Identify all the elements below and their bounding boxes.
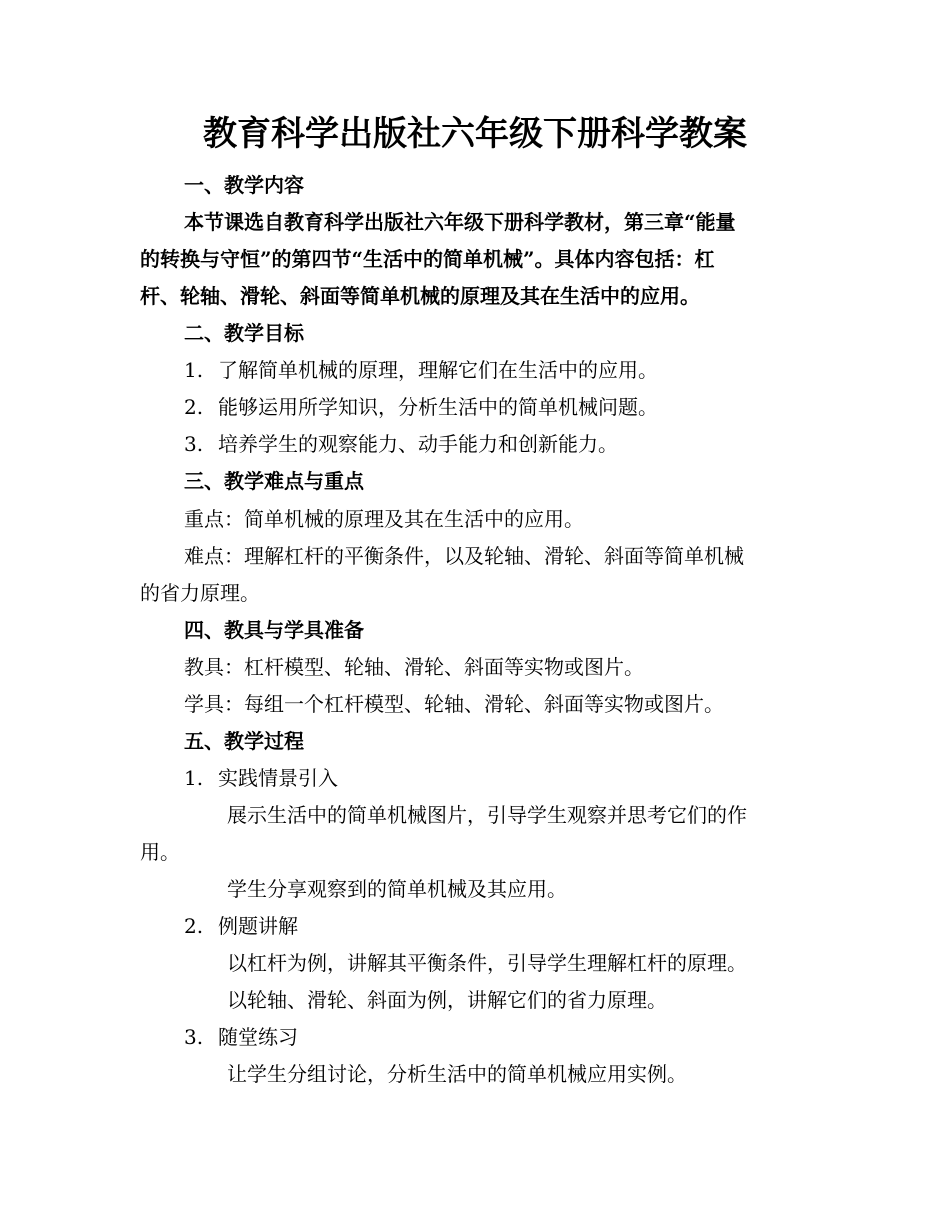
step-number: 2. (184, 914, 204, 938)
student-tools-text: 学具：每组一个杠杆模型、轮轴、滑轮、斜面等实物或图片。 (184, 692, 724, 716)
objective-number: 3. (184, 432, 204, 456)
objective-number: 1. (184, 358, 204, 382)
objective-item (184, 393, 658, 421)
document-title: 教育科学出版社六年级下册科学教案 (203, 114, 747, 154)
step-paragraph: 让学生分组讨论，分析生活中的简单机械应用实例。 (227, 1062, 687, 1086)
process-step-label (184, 764, 338, 792)
objective-text: 了解简单机械的原理，理解它们在生活中的应用。 (218, 358, 658, 382)
objective-item (184, 430, 618, 458)
teacher-tools-text: 教具：杠杆模型、轮轴、滑轮、斜面等实物或图片。 (184, 655, 644, 679)
section-heading-key-points: 三、教学难点与重点 (184, 469, 364, 493)
content-paragraph-line: 的转换与守恒”的第四节“生活中的简单机械”。具体内容包括：杠 (140, 247, 715, 271)
step-paragraph-line: 用。 (140, 840, 180, 864)
step-paragraph: 学生分享观察到的简单机械及其应用。 (227, 877, 567, 901)
section-heading-process: 五、教学过程 (184, 729, 304, 753)
section-heading-objectives: 二、教学目标 (184, 321, 304, 345)
step-title: 例题讲解 (218, 914, 298, 938)
step-paragraph: 以杠杆为例，讲解其平衡条件，引导学生理解杠杆的原理。 (227, 951, 747, 975)
step-number: 1. (184, 766, 204, 790)
section-heading-content: 一、教学内容 (184, 173, 304, 197)
step-title: 随堂练习 (218, 1025, 298, 1049)
objective-number: 2. (184, 395, 204, 419)
step-number: 3. (184, 1025, 204, 1049)
difficulty-text-line: 的省力原理。 (140, 581, 260, 605)
process-step-label (184, 1023, 298, 1051)
step-paragraph-line: 展示生活中的简单机械图片，引导学生观察并思考它们的作 (227, 803, 747, 827)
step-title: 实践情景引入 (218, 766, 338, 790)
objective-item (184, 356, 658, 384)
objective-text: 培养学生的观察能力、动手能力和创新能力。 (218, 432, 618, 456)
difficulty-text-line: 难点：理解杠杆的平衡条件，以及轮轴、滑轮、斜面等简单机械 (184, 544, 744, 568)
content-paragraph-line: 本节课选自教育科学出版社六年级下册科学教材，第三章“能量 (184, 210, 736, 234)
process-step-label (184, 912, 298, 940)
content-paragraph-line: 杆、轮轴、滑轮、斜面等简单机械的原理及其在生活中的应用。 (140, 284, 700, 308)
key-point-text: 重点：简单机械的原理及其在生活中的应用。 (184, 507, 584, 531)
section-heading-tools: 四、教具与学具准备 (184, 618, 364, 642)
step-paragraph: 以轮轴、滑轮、斜面为例，讲解它们的省力原理。 (227, 988, 667, 1012)
objective-text: 能够运用所学知识，分析生活中的简单机械问题。 (218, 395, 658, 419)
